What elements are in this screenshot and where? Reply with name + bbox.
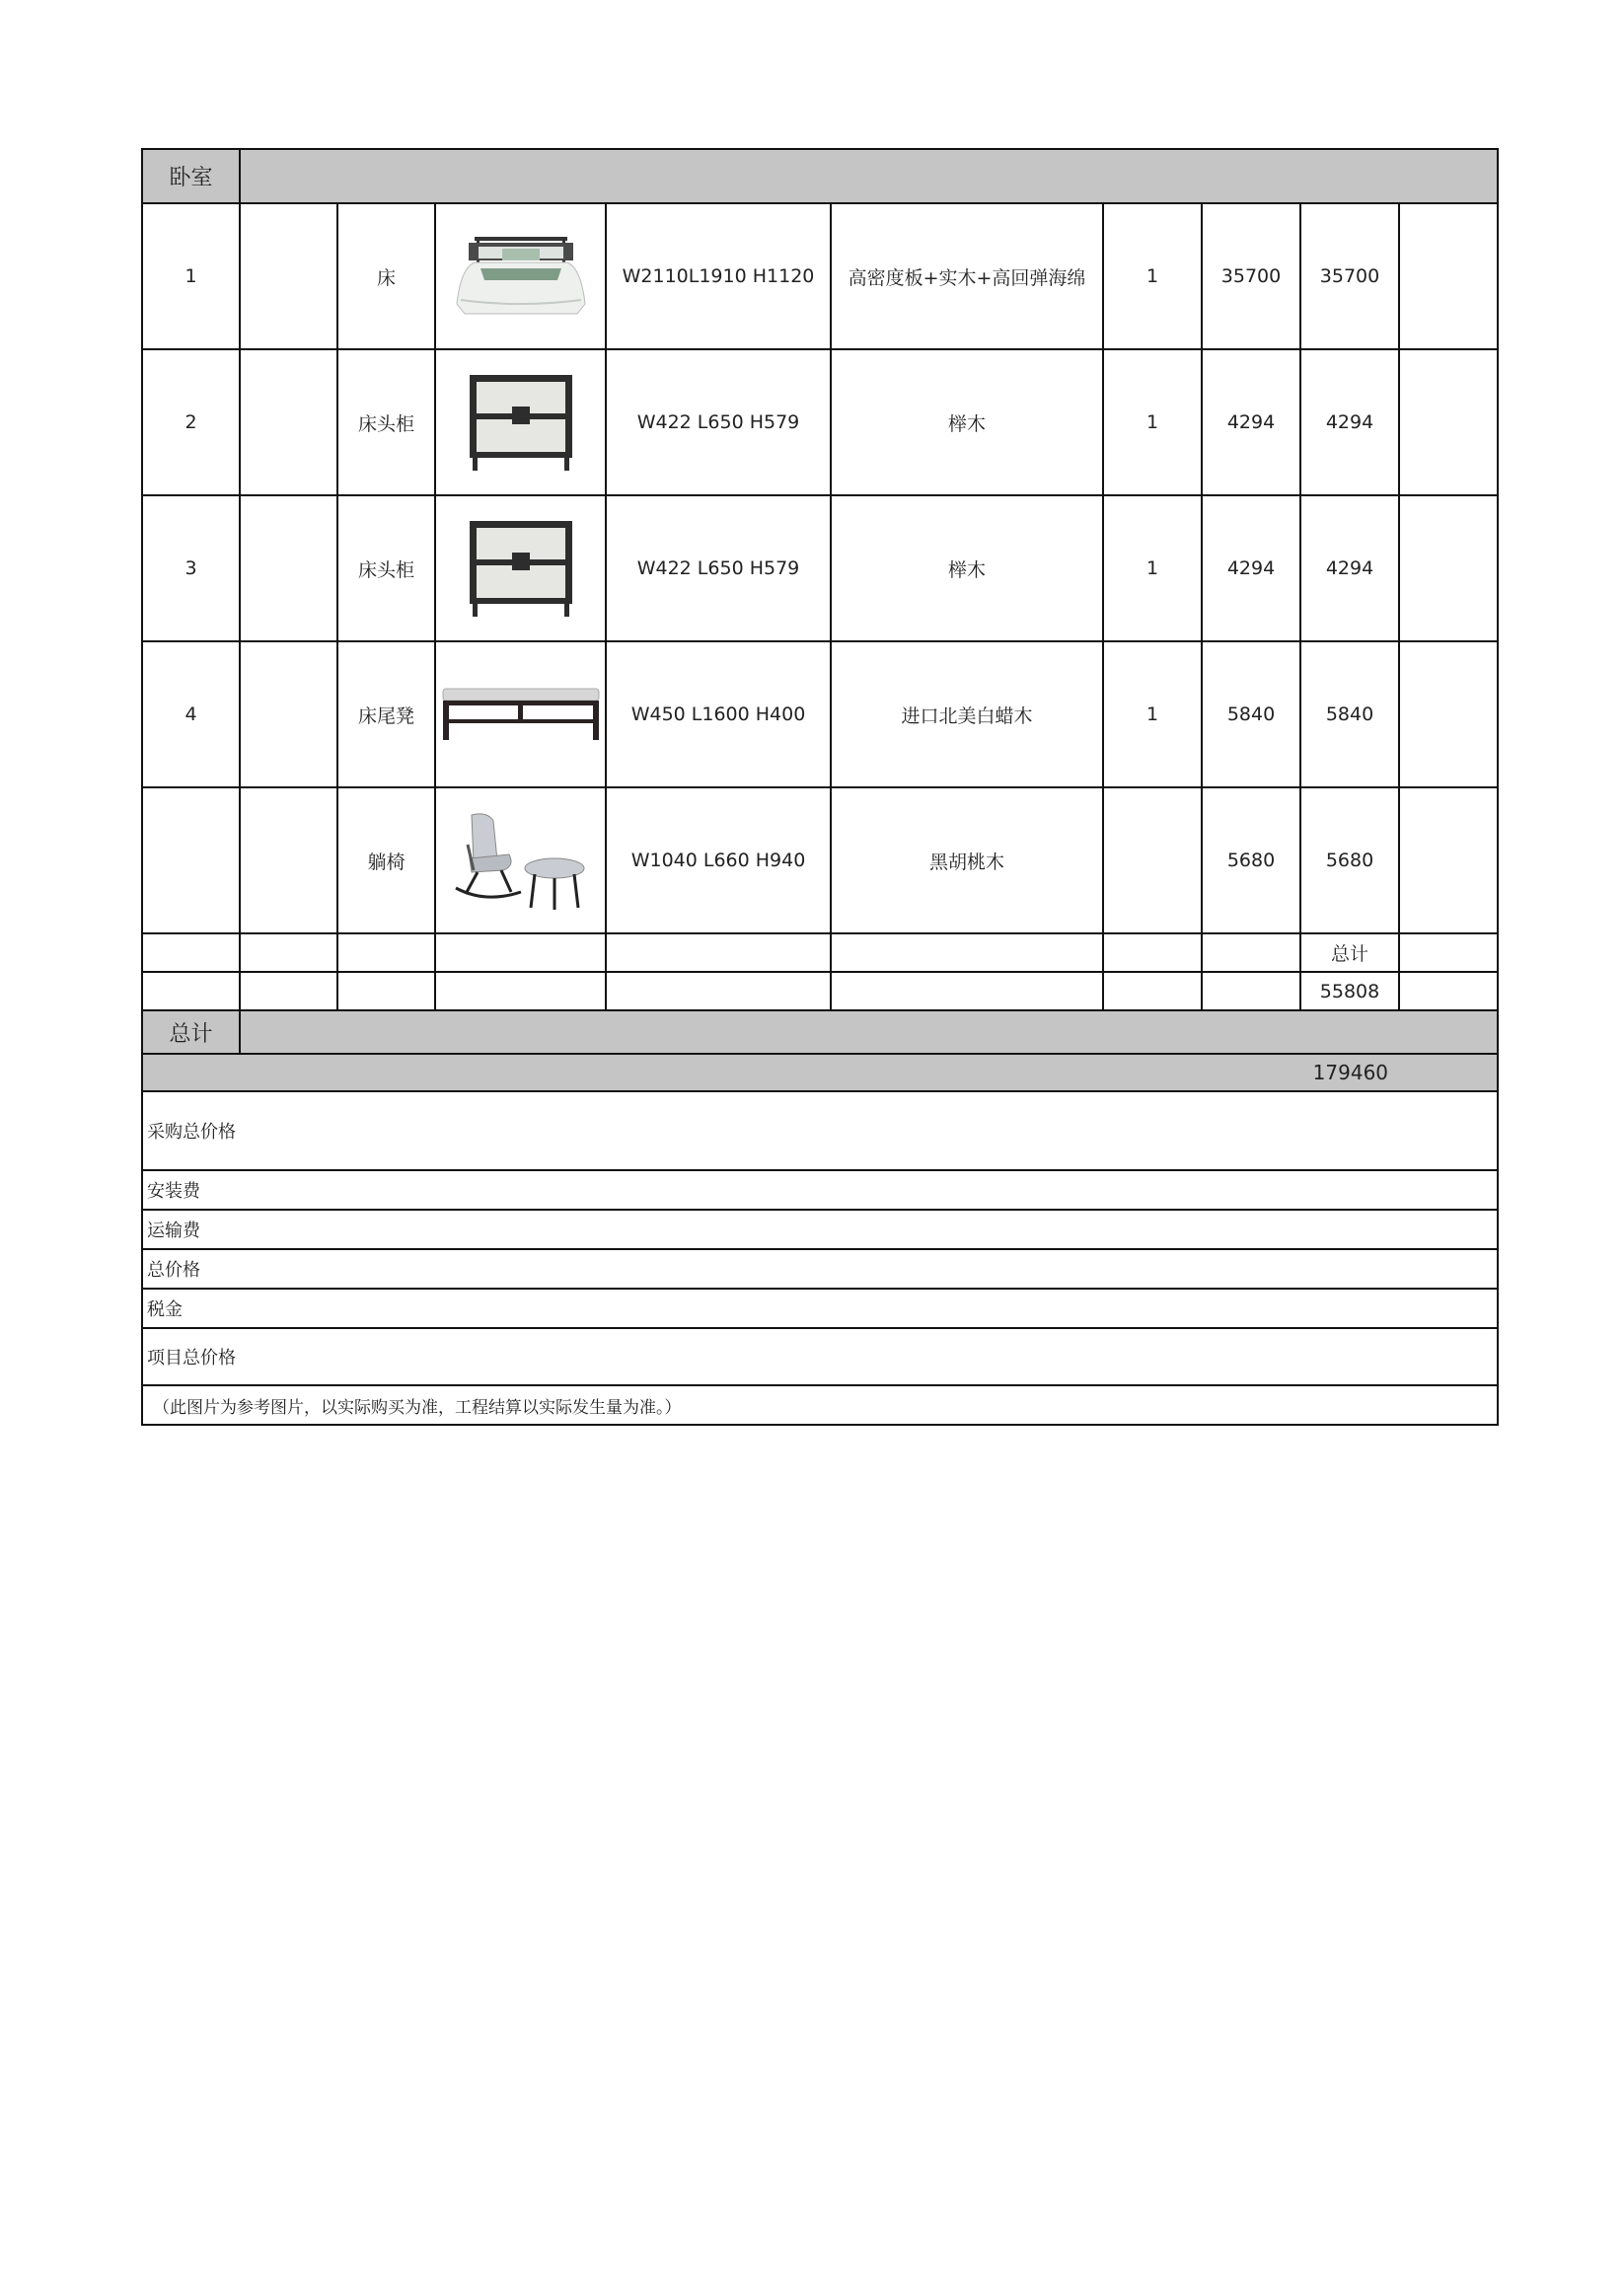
table-row: [142, 787, 1498, 933]
empty-cell: [142, 933, 240, 972]
empty-cell: [606, 933, 831, 972]
empty-cell: [240, 203, 337, 349]
item-amount: 35700: [1300, 203, 1399, 349]
item-qty: [1103, 787, 1202, 933]
section-header-fill: [240, 149, 1498, 203]
item-unit-price: 4294: [1202, 349, 1300, 495]
empty-cell: [606, 972, 831, 1010]
empty-cell: [1202, 972, 1300, 1010]
bed-image: [435, 203, 606, 349]
item-unit-price: 35700: [1202, 203, 1300, 349]
table-row: [142, 203, 1498, 349]
item-material: 榉木: [831, 349, 1103, 495]
item-spec: W450 L1600 H400: [606, 641, 831, 787]
reference-note: （此图片为参考图片，以实际购买为准，工程结算以实际发生量为准。）: [142, 1385, 1498, 1425]
item-amount: 5840: [1300, 641, 1399, 787]
install-fee-label: 安装费: [142, 1170, 1498, 1210]
grand-total-value: 179460: [142, 1054, 1498, 1091]
empty-cell: [1399, 933, 1498, 972]
empty-cell: [1399, 203, 1498, 349]
item-spec: W422 L650 H579: [606, 495, 831, 641]
tax-label: 税金: [142, 1289, 1498, 1328]
empty-cell: [1103, 933, 1202, 972]
item-amount: 4294: [1300, 495, 1399, 641]
subtotal-value: 55808: [1300, 972, 1399, 1010]
empty-cell: [1399, 495, 1498, 641]
empty-cell: [142, 972, 240, 1010]
summary-row: [142, 1249, 1498, 1289]
empty-cell: [337, 972, 435, 1010]
item-material: 黑胡桃木: [831, 787, 1103, 933]
grand-total-fill: [240, 1010, 1498, 1054]
note-row: [142, 1385, 1498, 1425]
item-amount: 5680: [1300, 787, 1399, 933]
table-row: [142, 349, 1498, 495]
purchase-total-label: 采购总价格: [142, 1091, 1498, 1170]
empty-cell: [1399, 787, 1498, 933]
item-unit-price: 5840: [1202, 641, 1300, 787]
empty-cell: [831, 972, 1103, 1010]
shipping-fee-label: 运输费: [142, 1210, 1498, 1249]
grand-total-label: 总计: [142, 1010, 240, 1054]
furniture-table: [141, 148, 1499, 1426]
summary-row: [142, 1328, 1498, 1385]
item-no: 1: [142, 203, 240, 349]
grand-total-value-row: [142, 1054, 1498, 1091]
item-material: 榉木: [831, 495, 1103, 641]
table-row: [142, 641, 1498, 787]
item-no: 2: [142, 349, 240, 495]
quotation-sheet: [141, 148, 1497, 1426]
empty-cell: [1399, 972, 1498, 1010]
rocking-chair-image: [435, 787, 606, 933]
empty-cell: [337, 933, 435, 972]
grand-total-label-row: [142, 1010, 1498, 1054]
item-qty: 1: [1103, 495, 1202, 641]
empty-cell: [1202, 933, 1300, 972]
table-row: [142, 495, 1498, 641]
empty-cell: [1103, 972, 1202, 1010]
item-unit-price: 5680: [1202, 787, 1300, 933]
item-spec: W1040 L660 H940: [606, 787, 831, 933]
empty-cell: [831, 933, 1103, 972]
summary-row: [142, 1170, 1498, 1210]
item-qty: 1: [1103, 641, 1202, 787]
empty-cell: [435, 972, 606, 1010]
empty-cell: [240, 972, 337, 1010]
empty-cell: [1399, 641, 1498, 787]
project-total-label: 项目总价格: [142, 1328, 1498, 1385]
item-spec: W422 L650 H579: [606, 349, 831, 495]
item-name: 床尾凳: [337, 641, 435, 787]
item-qty: 1: [1103, 349, 1202, 495]
item-spec: W2110L1910 H1120: [606, 203, 831, 349]
item-name: 床: [337, 203, 435, 349]
item-unit-price: 4294: [1202, 495, 1300, 641]
item-amount: 4294: [1300, 349, 1399, 495]
empty-cell: [435, 933, 606, 972]
summary-row: [142, 1210, 1498, 1249]
item-material: 进口北美白蜡木: [831, 641, 1103, 787]
item-name: 躺椅: [337, 787, 435, 933]
item-no: 4: [142, 641, 240, 787]
empty-cell: [240, 349, 337, 495]
summary-row: [142, 1091, 1498, 1170]
item-name: 床头柜: [337, 495, 435, 641]
nightstand-image: [435, 495, 606, 641]
item-name: 床头柜: [337, 349, 435, 495]
empty-cell: [1399, 349, 1498, 495]
subtotal-label: 总计: [1300, 933, 1399, 972]
subtotal-value-row: [142, 972, 1498, 1010]
section-header-row: [142, 149, 1498, 203]
empty-cell: [240, 933, 337, 972]
item-qty: 1: [1103, 203, 1202, 349]
nightstand-image: [435, 349, 606, 495]
item-no: 3: [142, 495, 240, 641]
total-price-label: 总价格: [142, 1249, 1498, 1289]
section-title: 卧室: [142, 149, 240, 203]
empty-cell: [240, 787, 337, 933]
item-material: 高密度板+实木+高回弹海绵: [831, 203, 1103, 349]
empty-cell: [240, 641, 337, 787]
subtotal-label-row: [142, 933, 1498, 972]
bench-image: [435, 641, 606, 787]
empty-cell: [240, 495, 337, 641]
summary-row: [142, 1289, 1498, 1328]
item-no: [142, 787, 240, 933]
